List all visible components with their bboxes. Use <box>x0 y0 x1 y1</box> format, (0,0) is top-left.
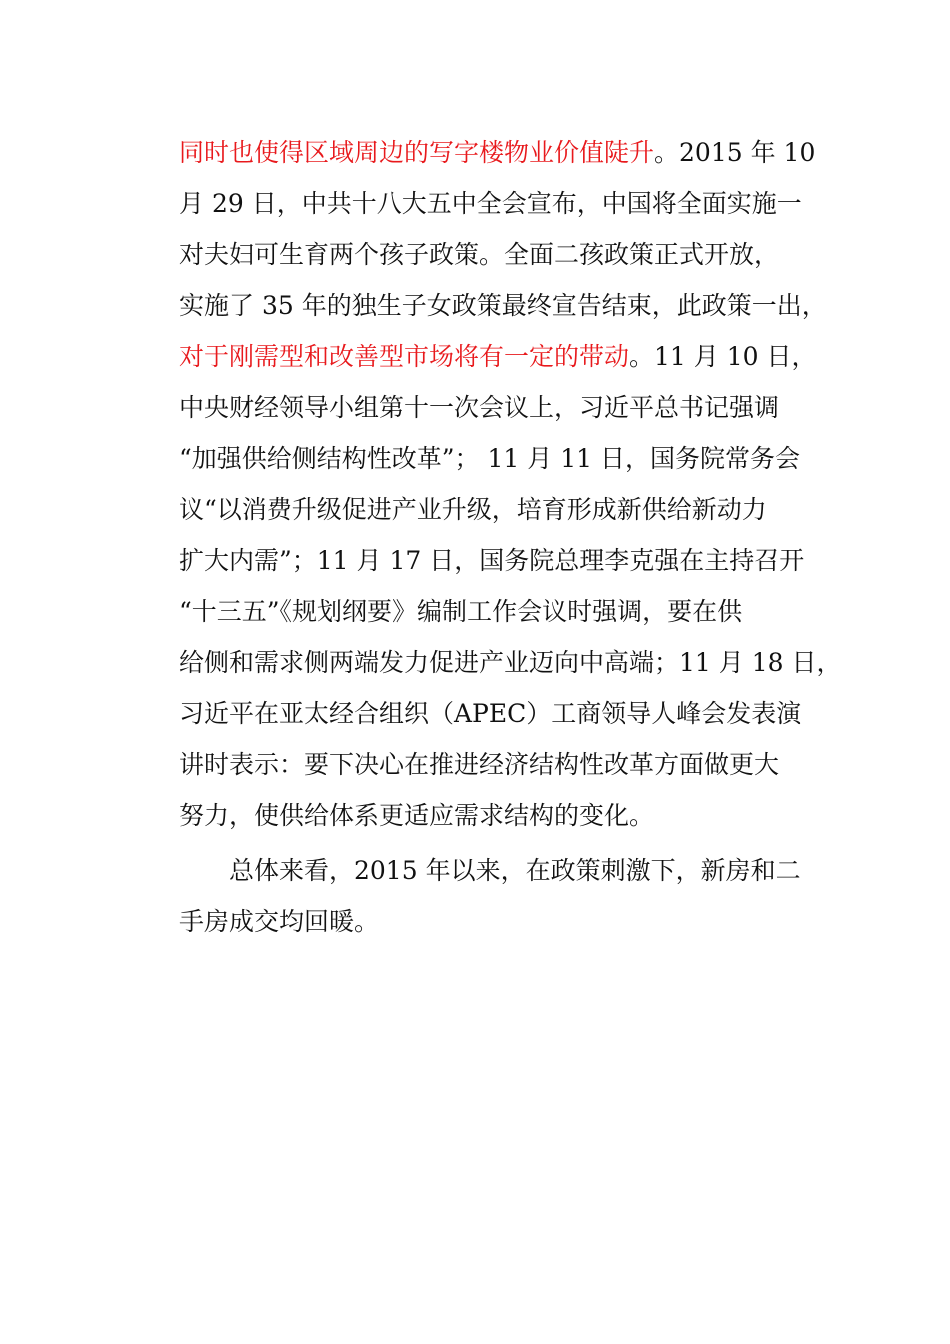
text-line <box>179 331 829 382</box>
text-line: 月 29 日，中共十八大五中全会宣布，中国将全面实施一 <box>179 189 802 218</box>
text-line: 手房成交均回暖。 <box>179 907 380 936</box>
text-line: 讲时表示：要下决心在推进经济结构性改革方面做更大 <box>179 750 780 779</box>
text-line: 努力，使供给体系更适应需求结构的变化。 <box>179 801 655 830</box>
paragraph-summary <box>179 845 829 947</box>
text-line: 议“以消费升级促进产业升级，培育形成新供给新动力 <box>179 495 767 524</box>
text-line: “加强供给侧结构性改革”； 11 月 11 日，国务院常务会 <box>179 444 800 473</box>
paragraph-policy-events <box>179 127 842 841</box>
highlighted-text: 对于刚需型和改善型市场将有一定的带动 <box>179 342 630 371</box>
highlighted-text: 同时也使得区域周边的写字楼物业价值陡升 <box>179 138 655 167</box>
text-line <box>179 127 829 178</box>
text-line: 中央财经领导小组第十一次会议上，习近平总书记强调 <box>179 393 780 422</box>
document-body <box>179 127 842 947</box>
text-line: “十三五”《规划纲要》编制工作会议时强调，要在供 <box>179 597 743 626</box>
text-line: 总体来看，2015 年以来，在政策刺激下，新房和二 <box>229 856 801 885</box>
text-line: 实施了 35 年的独生子女政策最终宣告结束，此政策一出， <box>179 291 827 320</box>
text-line: 给侧和需求侧两端发力促进产业迈向中高端；11 月 18 日， <box>179 648 842 677</box>
text-span: 。11 月 10 日， <box>629 342 817 371</box>
text-line: 扩大内需”；11 月 17 日，国务院总理李克强在主持召开 <box>179 546 805 575</box>
text-span: 。2015 年 10 <box>654 138 816 167</box>
text-line: 对夫妇可生育两个孩子政策。全面二孩政策正式开放， <box>179 240 780 269</box>
text-line: 习近平在亚太经合组织（APEC）工商领导人峰会发表演 <box>179 699 802 728</box>
